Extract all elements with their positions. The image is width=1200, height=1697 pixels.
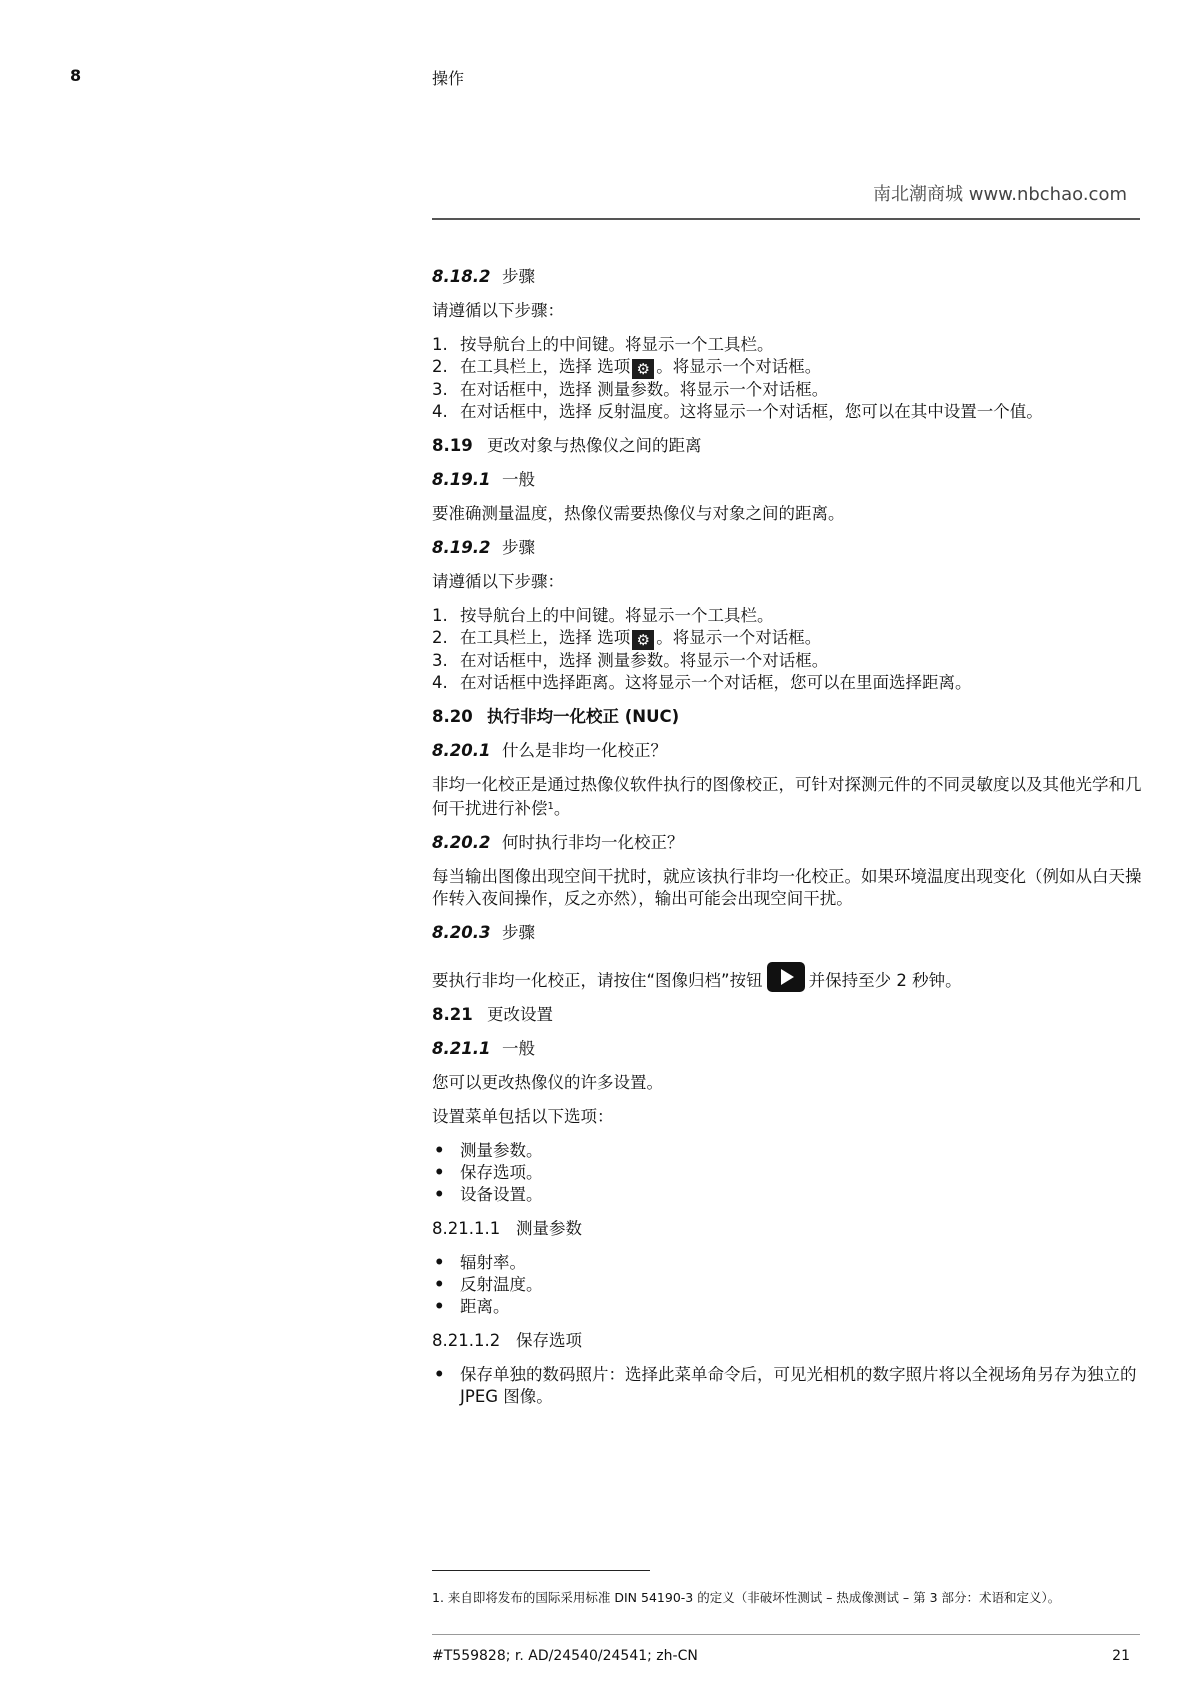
body-8-21-1: 您可以更改热像仪的许多设置。: [432, 1073, 663, 1092]
list-item: 3. 在对话框中，选择 测量参数。将显示一个对话框。: [432, 380, 829, 399]
list-item: 1. 按导航台上的中间键。将显示一个工具栏。: [432, 335, 774, 354]
intro-8-19-2: 请遵循以下步骤：: [432, 572, 564, 591]
list-item: 1. 按导航台上的中间键。将显示一个工具栏。: [432, 606, 774, 625]
heading-8-21-1-1: 8.21.1.1 测量参数: [432, 1219, 582, 1238]
list-item: 2. 在工具栏上，选择 选项 ⚙ 。将显示一个对话框。: [432, 357, 822, 378]
footer-rule: [432, 1634, 1140, 1635]
intro-8-18-2: 请遵循以下步骤：: [432, 301, 564, 320]
footnote: 1. 来自即将发布的国际采用标准 DIN 54190-3 的定义（非破坏性测试 – 热成像测试 – 第 3 部分：术语和定义）。: [432, 1590, 1061, 1605]
heading-8-20-2: 8.20.2 何时执行非均一化校正？: [432, 833, 684, 852]
chapter-title: 操作: [432, 69, 465, 88]
page-number: 21: [1112, 1648, 1130, 1664]
steps-8-18-2: [432, 334, 1142, 423]
list-item: • 设备设置。: [434, 1185, 543, 1204]
header-rule: [432, 218, 1140, 220]
heading-8-20: 8.20 执行非均一化校正 (NUC): [432, 707, 680, 726]
body-8-20-2: 每当输出图像出现空间干扰时，就应该执行非均一化校正。如果环境温度出现变化（例如从白天操作转入夜间操作，反之亦然），输出可能会出现空间干扰。: [432, 867, 1142, 908]
body-8-20-1: 非均一化校正是通过热像仪软件执行的图像校正，可针对探测元件的不同灵敏度以及其他光学和几何干扰进行补偿$^1$。: [432, 775, 1142, 818]
list-item: • 反射温度。: [434, 1275, 543, 1294]
footnote-ref: 1: [547, 801, 554, 812]
steps-8-19-2: [432, 605, 1142, 694]
list-item: • 保存选项。: [434, 1163, 543, 1182]
heading-8-19-2: 8.19.2 步骤: [432, 538, 535, 557]
document-id: #T559828; r. AD/24540/24541; zh-CN: [432, 1648, 698, 1664]
heading-8-21: 8.21 更改设置: [432, 1005, 553, 1024]
list-item: 2. 在工具栏上，选择 选项 ⚙ 。将显示一个对话框。: [432, 628, 822, 649]
heading-8-18-2: 8.18.2 步骤: [432, 267, 535, 286]
list-item: • 距离。: [434, 1297, 510, 1316]
list-item: • 保存单独的数码照片：选择此菜单命令后，可见光相机的数字照片将以全视场角另存为独立的 JPEG 图像。: [434, 1365, 1137, 1406]
heading-8-20-1: 8.20.1 什么是非均一化校正？: [432, 741, 667, 760]
page-content: [432, 266, 1142, 1420]
list-item: • 测量参数。: [434, 1141, 543, 1160]
measurement-params-list: [432, 1252, 1142, 1318]
watermark: 南北潮商城 www.nbchao.com: [873, 184, 1127, 205]
heading-8-19-1: 8.19.1 一般: [432, 470, 535, 489]
body-8-21-1-b: 设置菜单包括以下选项：: [432, 1107, 614, 1126]
list-item: 4. 在对话框中选择距离。这将显示一个对话框，您可以在里面选择距离。: [432, 673, 972, 692]
list-item: • 辐射率。: [434, 1253, 526, 1272]
body-8-19-1: 要准确测量温度，热像仪需要热像仪与对象之间的距离。: [432, 504, 845, 523]
settings-menu-list: [432, 1140, 1142, 1206]
list-item: 4. 在对话框中，选择 反射温度。这将显示一个对话框，您可以在其中设置一个值。: [432, 402, 1043, 421]
chapter-number: 8: [70, 66, 82, 85]
play-archive-button-icon: [767, 962, 805, 992]
body-8-20-3: 要执行非均一化校正，请按住“图像归档”按钮 并保持至少 2 秒钟。: [432, 962, 1142, 992]
list-item: 3. 在对话框中，选择 测量参数。将显示一个对话框。: [432, 651, 829, 670]
heading-8-21-1-2: 8.21.1.2 保存选项: [432, 1331, 582, 1350]
settings-gear-icon: ⚙: [632, 630, 654, 650]
heading-8-19: 8.19 更改对象与热像仪之间的距离: [432, 436, 702, 455]
heading-8-21-1: 8.21.1 一般: [432, 1039, 535, 1058]
settings-gear-icon: ⚙: [632, 359, 654, 379]
save-options-list: [432, 1364, 1142, 1408]
heading-8-20-3: 8.20.3 步骤: [432, 923, 535, 942]
footnote-rule: [432, 1570, 650, 1571]
